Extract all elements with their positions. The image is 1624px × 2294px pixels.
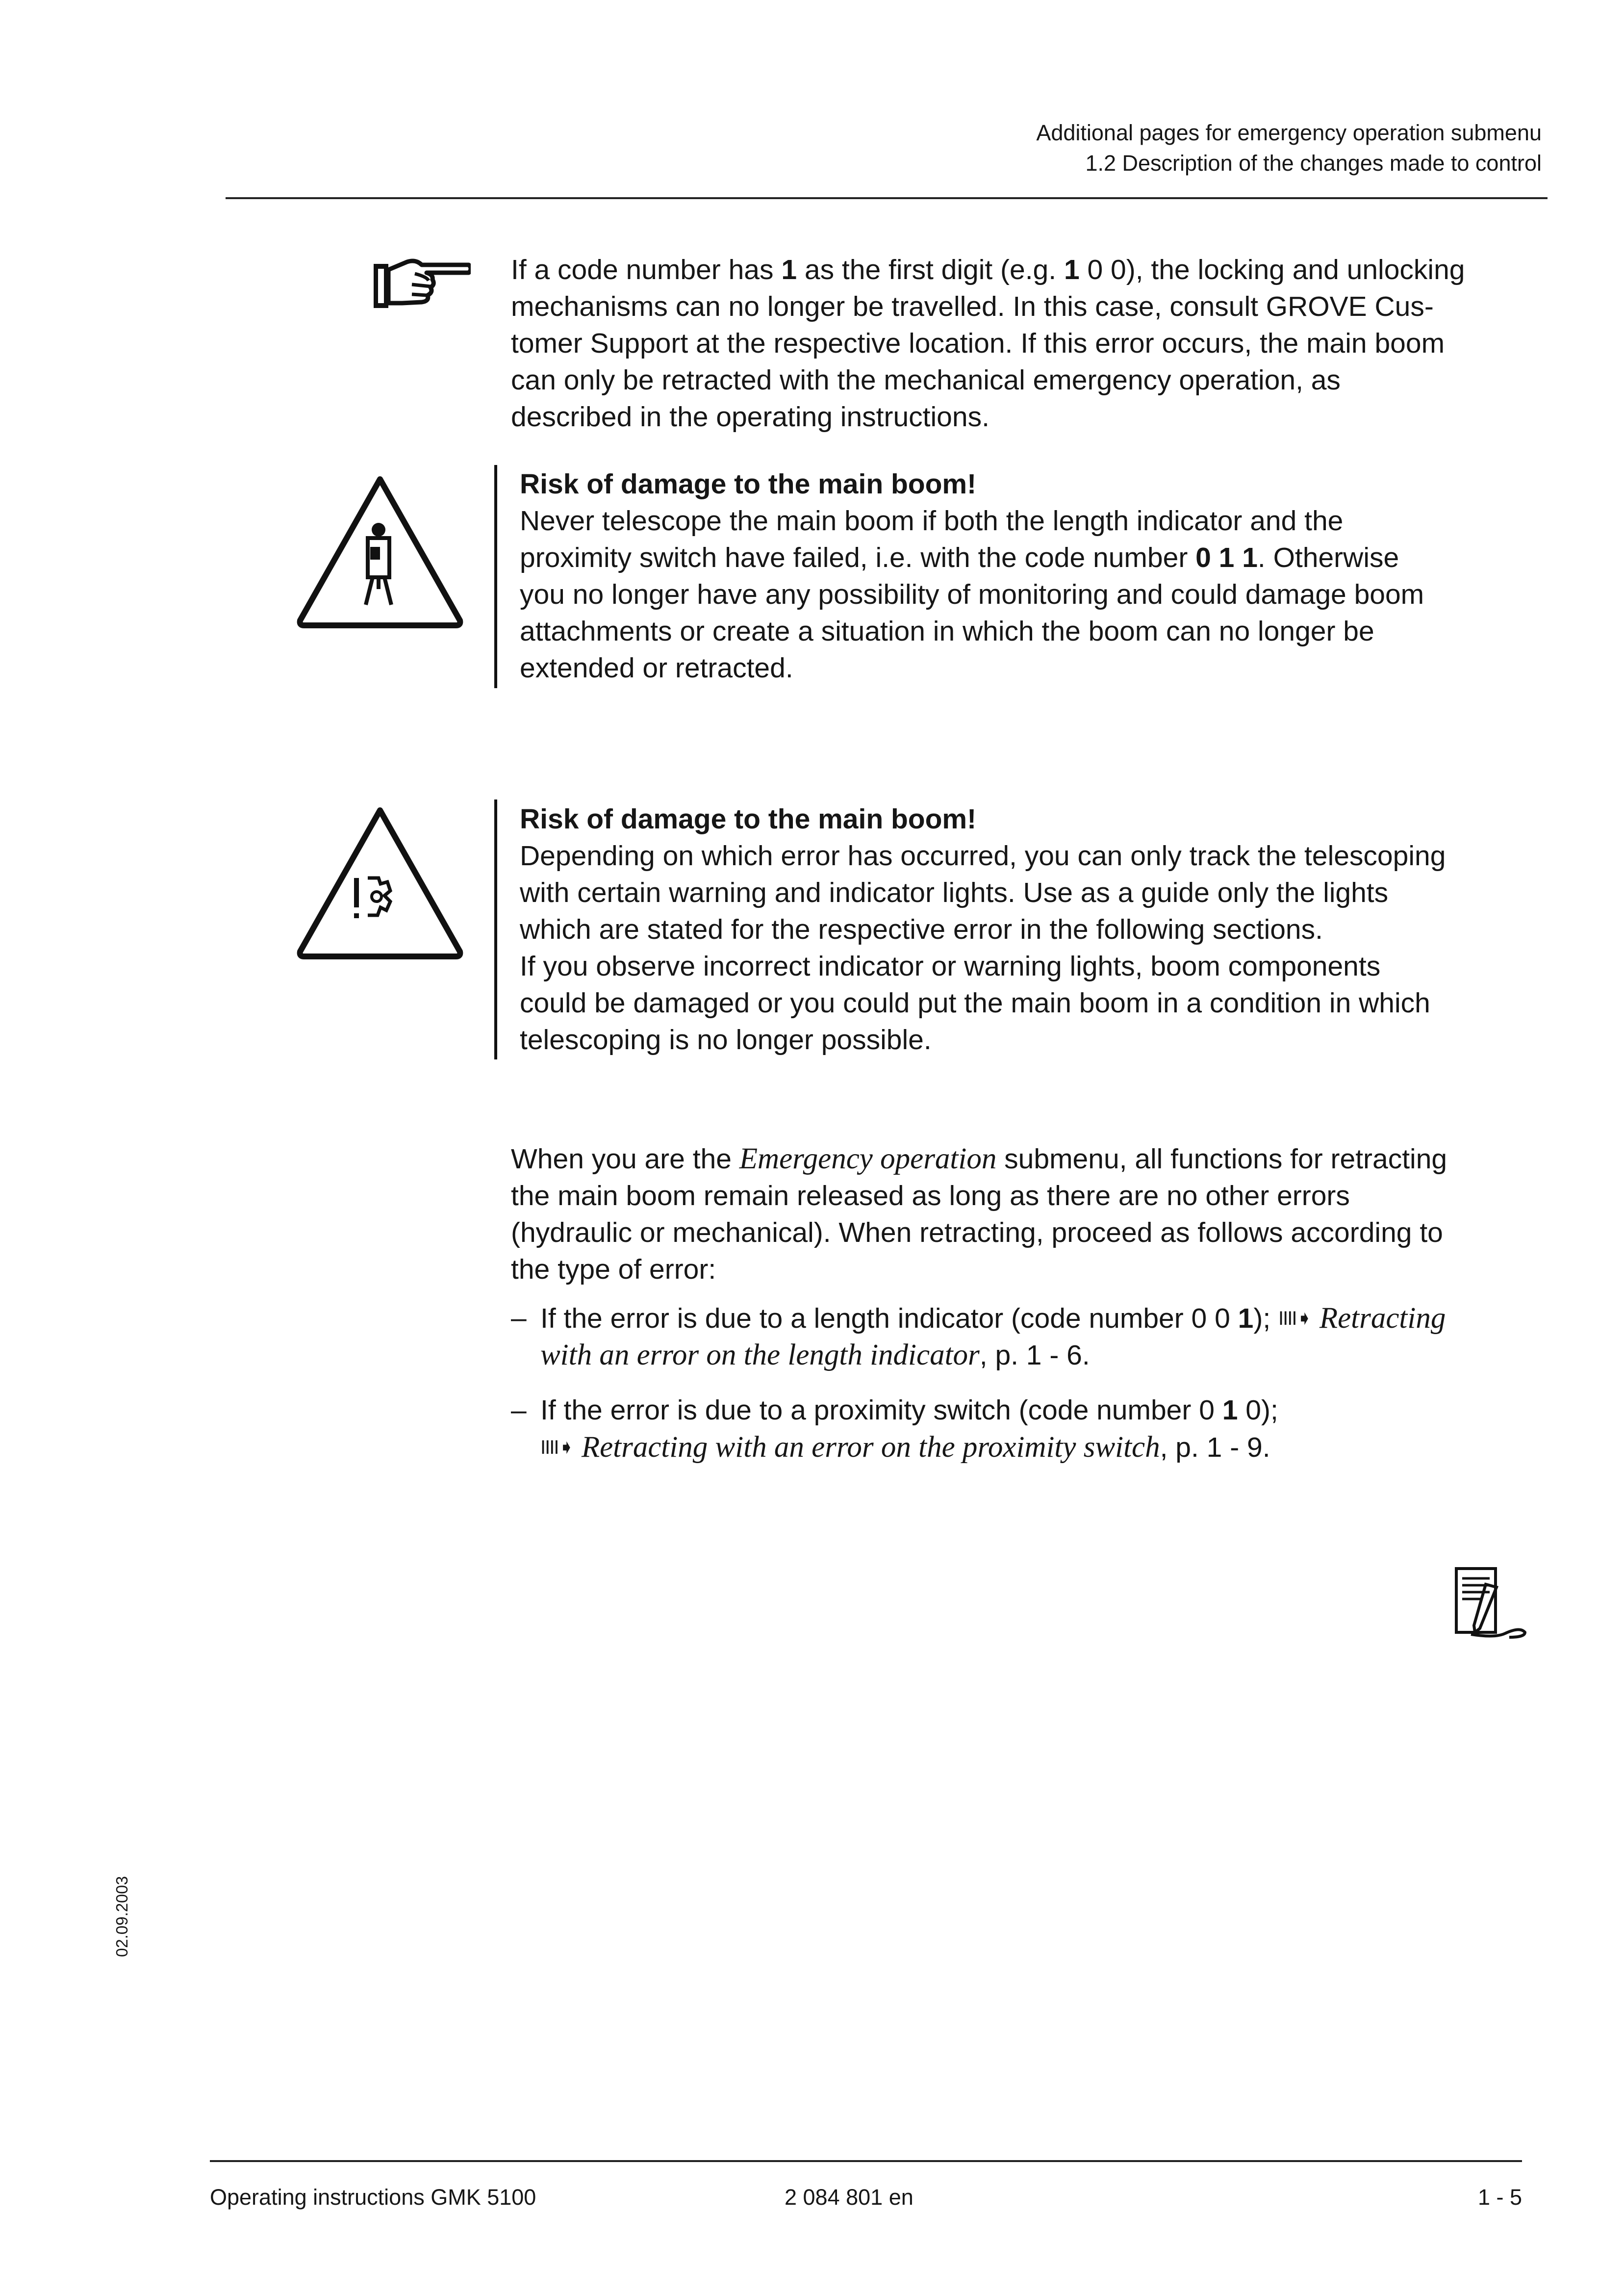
footer-rule [210,2160,1522,2162]
warning2-line: telescoping is no longer possible. [520,1024,932,1056]
note-line: mechanisms can no longer be travelled. In this case, consult GROVE Cus- [511,291,1434,322]
list-item1-page: , p. 1 - 6. [979,1340,1090,1371]
warning2-title: Risk of damage to the main boom! [520,803,977,835]
footer-document-title: Operating instructions GMK 5100 [210,2185,536,2210]
warning1-block [520,466,1549,687]
note-line-1c: 0 0), the locking and unlocking [1079,254,1465,285]
note-paragraph [511,252,1550,436]
header-rule [226,197,1548,199]
warning1-line: extended or retracted. [520,652,793,684]
warning2-line: could be damaged or you could put the main boom in a condition in which [520,987,1430,1019]
warning1-line-2a: proximity switch have failed, i.e. with the code number [520,542,1196,573]
warning1-line: Never telescope the main boom if both the length indicator and the [520,505,1344,537]
list-item2-prefix: If the error is due to a proximity switch (code number 0 [540,1394,1222,1426]
note-bold-digit-2: 1 [1064,254,1080,285]
list-item [511,1300,1555,1373]
machine-damage-triangle-icon [294,804,466,961]
intro-paragraph [511,1140,1555,1288]
list-dash: – [511,1302,527,1334]
header-subtitle: 1.2 Description of the changes made to control [1085,151,1542,176]
list-item1-link[interactable]: Retracting [1319,1302,1446,1335]
cross-reference-arrow-icon: IIII➧ [1278,1308,1312,1329]
list-item2-page: , p. 1 - 9. [1160,1432,1270,1463]
list-item1-bold: 1 [1238,1303,1254,1334]
warning2-bar [494,799,497,1059]
list-item1-prefix: If the error is due to a length indicator (code number 0 0 [540,1303,1238,1334]
warning2-block [520,801,1549,1058]
warning2-line: which are stated for the respective error in the following sections. [520,914,1323,945]
warning2-line: with certain warning and indicator lights. Use as a guide only the lights [520,877,1389,908]
cross-reference-arrow-icon: IIII➧ [540,1437,574,1458]
list-item-text [540,1392,1278,1429]
person-hazard-triangle-icon [294,473,466,630]
intro-line: the main boom remain released as long as there are no other errors [511,1180,1350,1211]
note-line-1b: as the first digit (e.g. [797,254,1064,285]
list-dash: – [511,1394,527,1426]
note-line [511,252,1550,288]
list-item1-suffix: ); [1253,1303,1271,1334]
intro-menu-name: Emergency operation [739,1142,997,1175]
note-line-1a: If a code number has [511,254,782,285]
footer-document-number: 2 084 801 en [785,2185,914,2210]
warning2-line: Depending on which error has occurred, you can only track the telescoping [520,840,1446,872]
list-item2-link[interactable]: Retracting with an error on the proximity switch [581,1431,1160,1464]
warning2-line: If you observe incorrect indicator or warning lights, boom components [520,951,1381,982]
list-item2-suffix: 0); [1238,1394,1278,1426]
header-title: Additional pages for emergency operation submenu [1036,120,1542,145]
note-line: described in the operating instructions. [511,401,990,433]
warning1-line: you no longer have any possibility of monitoring and could damage boom [520,579,1424,610]
list-item1-link-cont[interactable]: with an error on the length indicator [540,1339,980,1371]
warning1-code: 0 1 1 [1195,542,1258,573]
warning1-title: Risk of damage to the main boom! [520,468,977,500]
intro-line-1b: submenu, all functions for retracting [996,1143,1447,1175]
list-item-text-cont [540,1337,1090,1374]
warning1-line [520,540,1549,576]
running-header [1036,118,1542,179]
intro-line: the type of error: [511,1254,716,1285]
list-item2-bold: 1 [1222,1394,1238,1426]
notepad-pencil-icon [1451,1565,1530,1643]
note-line: can only be retracted with the mechanical emergency operation, as [511,364,1341,396]
note-line: tomer Support at the respective location. If this error occurs, the main boom [511,328,1445,359]
warning1-line: attachments or create a situation in which the boom can no longer be [520,616,1374,647]
intro-line [511,1140,1555,1178]
page-number: 1 - 5 [1477,2185,1522,2210]
list-item [511,1392,1555,1466]
warning1-bar [494,465,497,688]
warning1-line-2b: . Otherwise [1257,542,1399,573]
intro-line-1a: When you are the [511,1143,739,1175]
intro-line: (hydraulic or mechanical). When retracting, proceed as follows according to [511,1217,1443,1248]
note-bold-digit: 1 [781,254,797,285]
revision-date: 02.09.2003 [113,1876,131,1957]
pointing-hand-icon [373,255,471,314]
list-item-text-cont [540,1429,1270,1466]
list-item-text [540,1300,1446,1337]
